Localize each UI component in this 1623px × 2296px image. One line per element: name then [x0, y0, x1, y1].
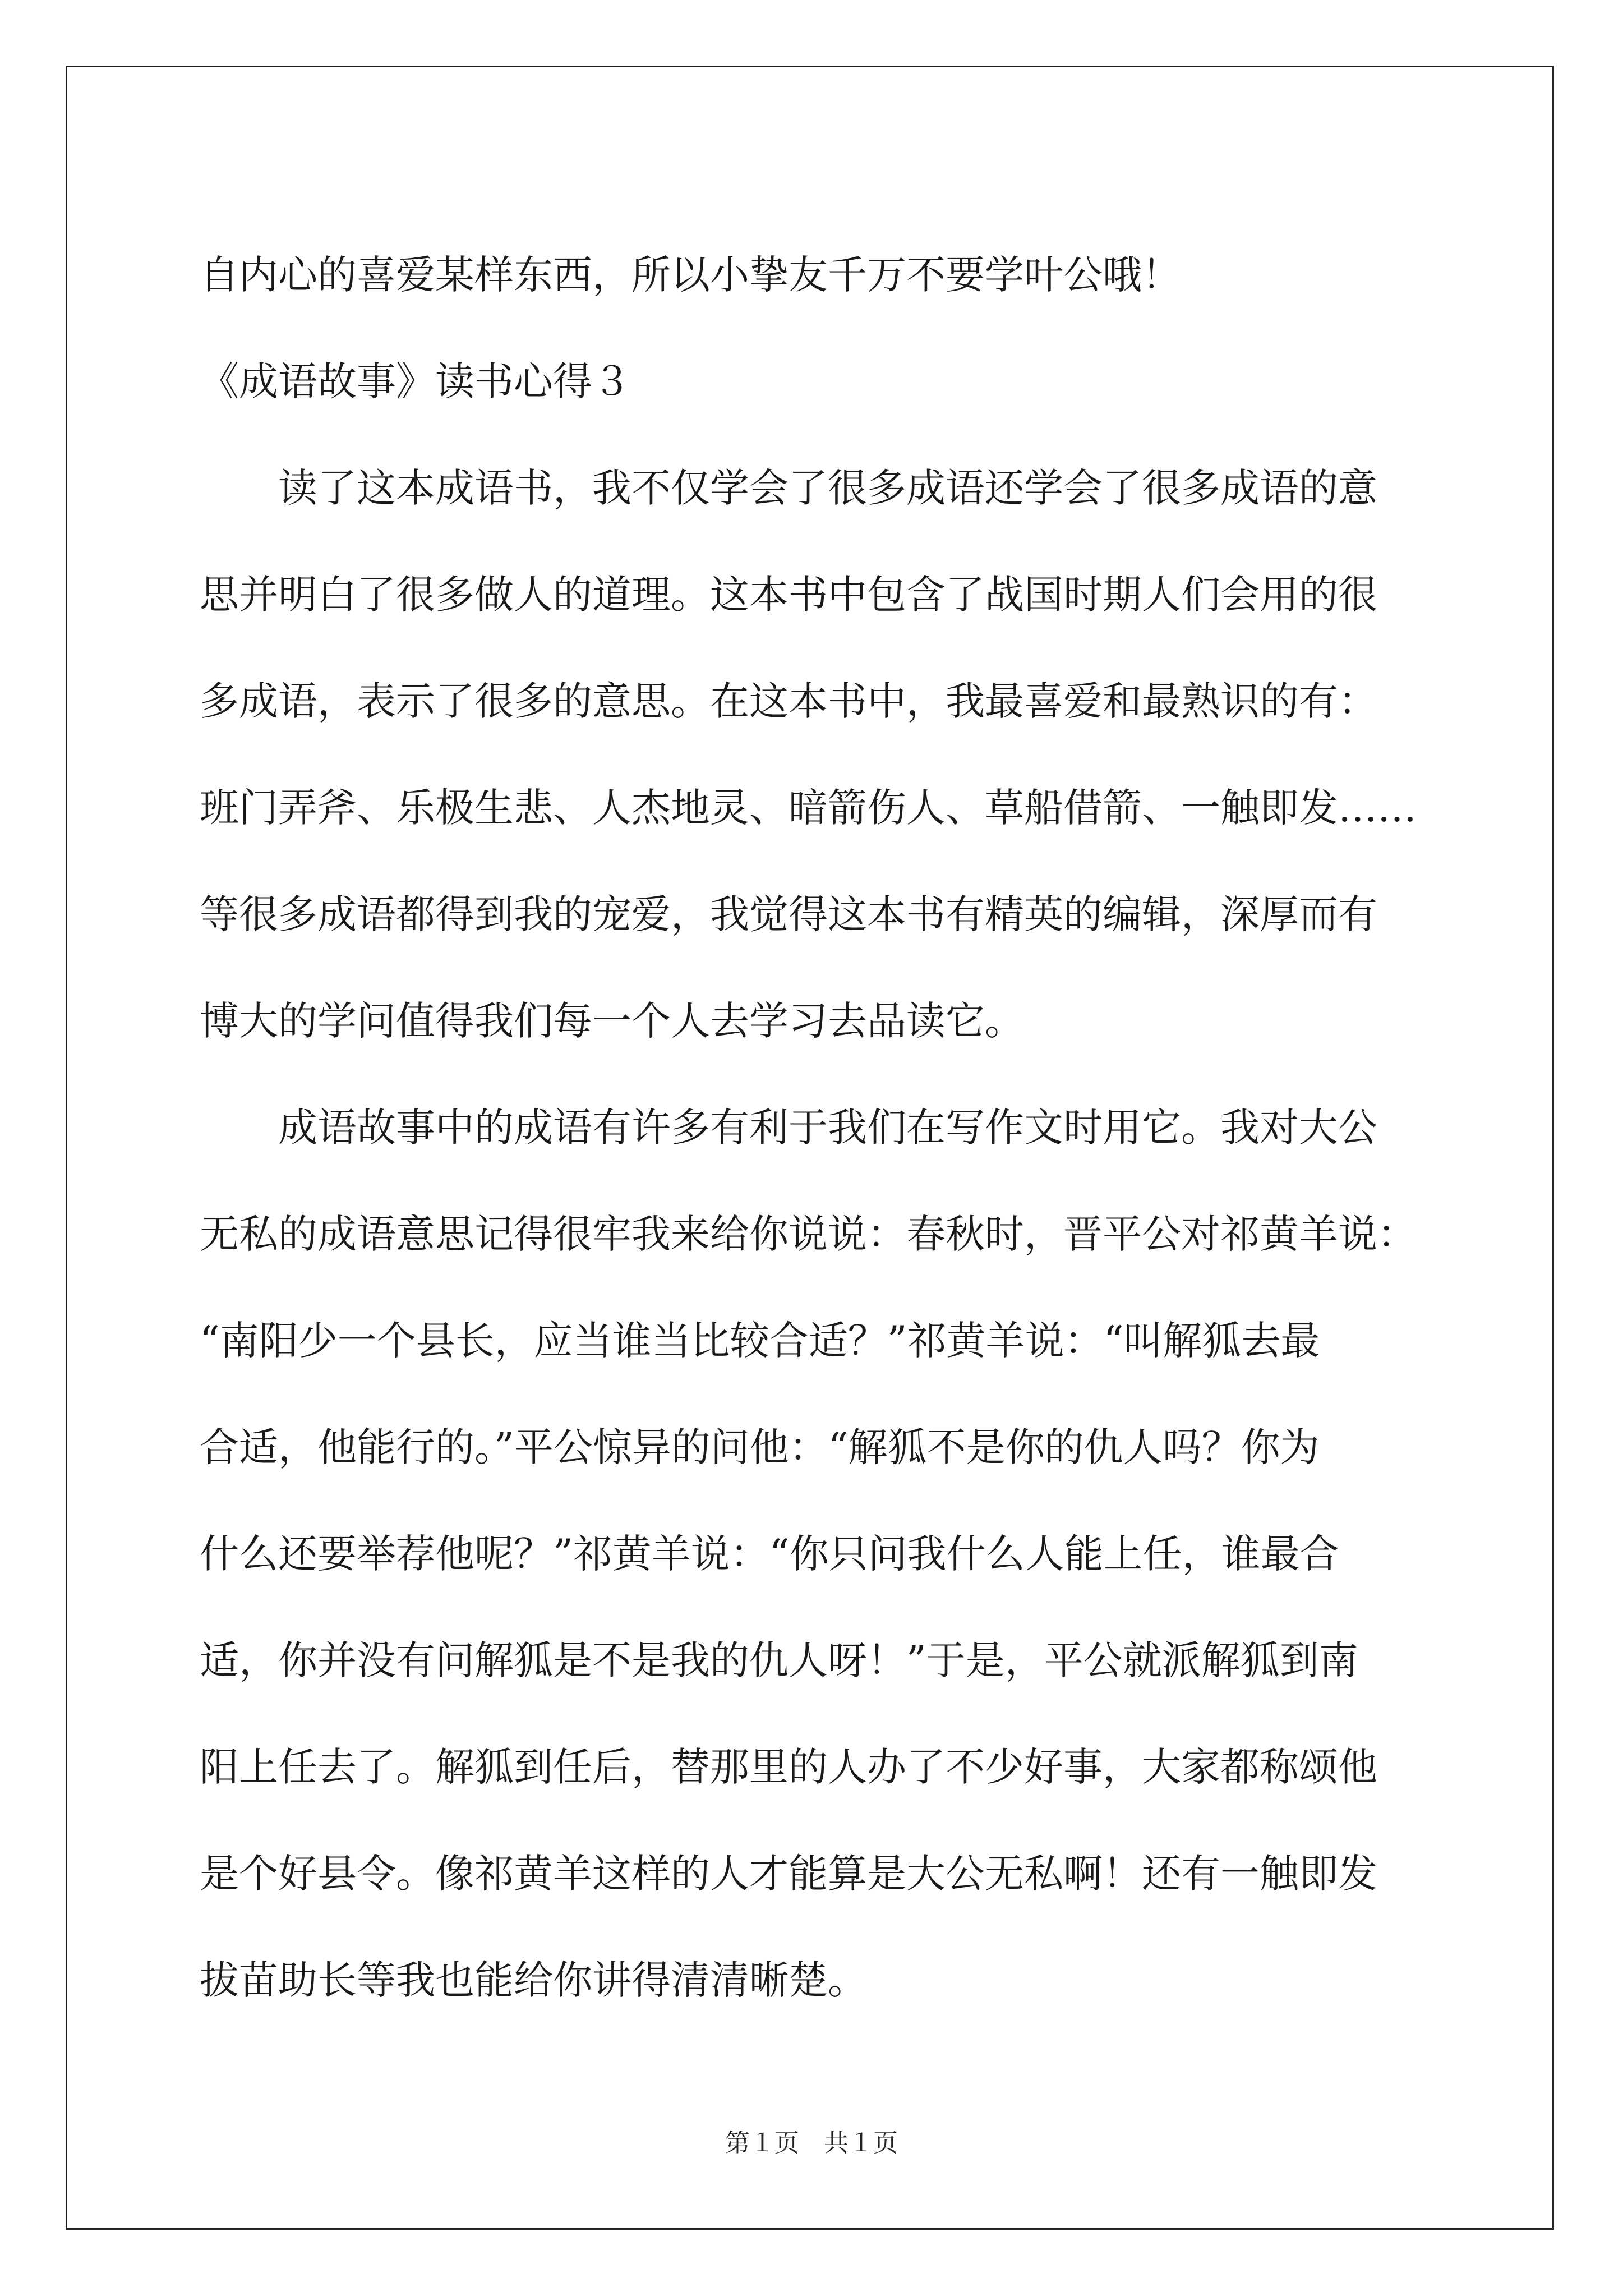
text-line: 是个好县令。像祁黄羊这样的人才能算是大公无私啊！还有一触即发: [200, 1851, 1377, 1897]
text-line: 无私的成语意思记得很牢我来给你说说：春秋时，晋平公对祁黄羊说：: [200, 1211, 1417, 1257]
document-body: [200, 222, 1433, 2033]
text-line: 多成语，表示了很多的意思。在这本书中，我最喜爱和最熟识的有：: [200, 678, 1377, 724]
text-line: 阳上任去了。解狐到任后，替那里的人办了不少好事，大家都称颂他: [200, 1744, 1377, 1790]
text-line: “南阳少一个县长，应当谁当比较合适？”祁黄羊说：“叫解狐去最: [200, 1318, 1320, 1364]
text-line: 等很多成语都得到我的宠爱，我觉得这本书有精英的编辑，深厚而有: [200, 891, 1377, 937]
text-line: 读了这本成语书，我不仅学会了很多成语还学会了很多成语的意: [278, 465, 1377, 511]
text-line: 博大的学问值得我们每一个人去学习去品读它。: [200, 998, 1024, 1044]
section-heading: 《成语故事》读书心得３: [200, 358, 631, 404]
text-line: 合适，他能行的。”平公惊异的问他：“解狐不是你的仇人吗？你为: [200, 1424, 1320, 1470]
text-line: 适，你并没有问解狐是不是我的仇人呀！”于是，平公就派解狐到南: [200, 1637, 1358, 1683]
text-line: 自内心的喜爱某样东西，所以小挚友千万不要学叶公哦！: [200, 252, 1181, 298]
text-line: 思并明白了很多做人的道理。这本书中包含了战国时期人们会用的很: [200, 572, 1377, 618]
text-line: 成语故事中的成语有许多有利于我们在写作文时用它。我对大公: [278, 1105, 1377, 1151]
text-line: 什么还要举荐他呢？”祁黄羊说：“你只问我什么人能上任，谁最合: [200, 1531, 1339, 1577]
text-line: 班门弄斧、乐极生悲、人杰地灵、暗箭伤人、草船借箭、一触即发……: [200, 785, 1417, 831]
page-footer: 第１页 共１页: [725, 2129, 898, 2157]
text-line: 拔苗助长等我也能给你讲得清清晰楚。: [200, 1957, 867, 2003]
